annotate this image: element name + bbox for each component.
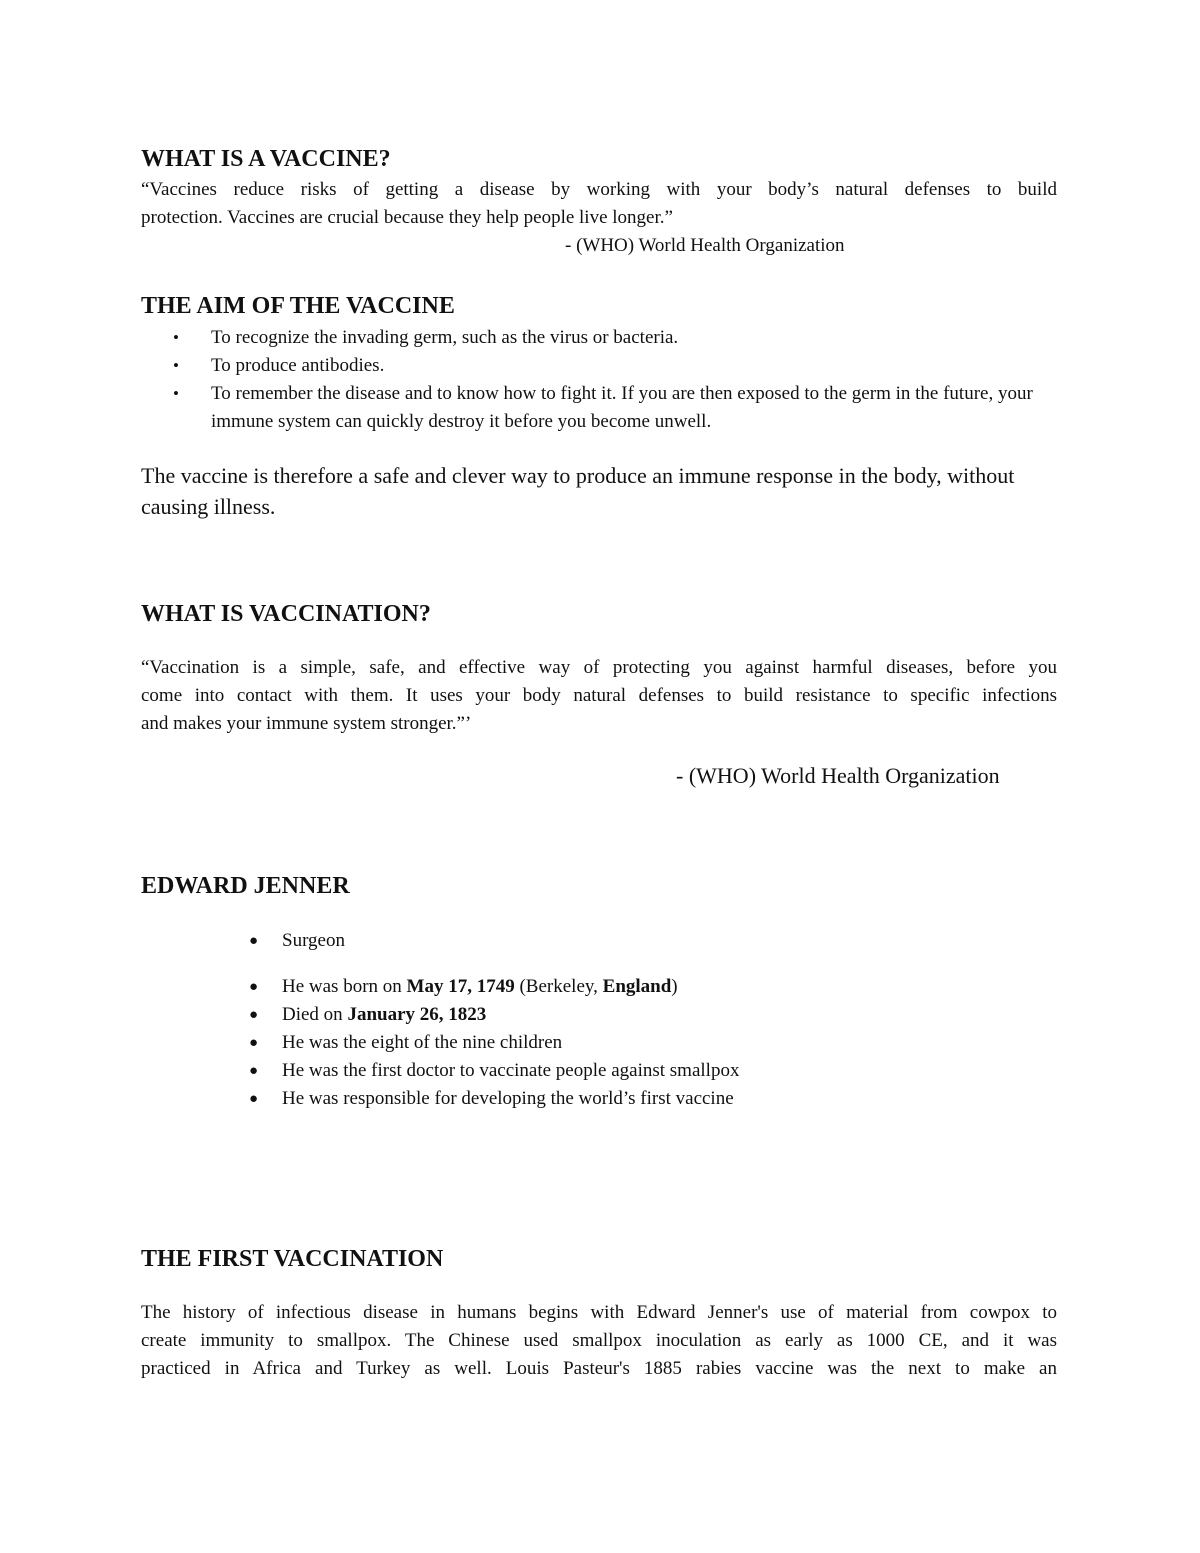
list-item: ● He was responsible for developing the world’s first vaccine	[141, 1085, 1057, 1113]
aim-list	[141, 324, 1057, 436]
bullet-icon: ●	[249, 1035, 259, 1051]
vaccine-conclusion: The vaccine is therefore a safe and clever way to produce an immune response in the body, without causing illness.	[141, 463, 1015, 519]
vaccine-quote-line-2: protection. Vaccines are crucial because they help people live longer.”	[141, 207, 673, 228]
jenner-list	[141, 927, 1057, 955]
vaccine-quote-line-1: “Vaccines reduce risks of getting a disease by working with your body’s natural defenses to build	[141, 179, 1057, 200]
first-vaccination-line-1: The history of infectious disease in humans begins with Edward Jenner's use of material from cowpox to	[141, 1302, 1057, 1323]
first-vaccination-line-2: create immunity to smallpox. The Chinese used smallpox inoculation as early as 1000 CE, and it was	[141, 1330, 1057, 1351]
heading-what-is-a-vaccine: WHAT IS A VACCINE?	[141, 146, 391, 172]
bullet-icon: ●	[249, 1063, 259, 1079]
list-item: • To produce antibodies.	[141, 352, 1057, 380]
list-item: ● He was the first doctor to vaccinate people against smallpox	[141, 1057, 1057, 1085]
vaccination-quote-line-3: and makes your immune system stronger.”’	[141, 713, 472, 734]
bullet-icon: •	[173, 356, 179, 375]
jenner-facts-list	[141, 973, 1057, 1113]
heading-aim-of-the-vaccine: THE AIM OF THE VACCINE	[141, 293, 455, 319]
vaccination-quote-line-1: “Vaccination is a simple, safe, and effective way of protecting you against harmful diseases, before you	[141, 657, 1057, 678]
birth-date: May 17, 1749	[406, 976, 515, 997]
heading-what-is-vaccination: WHAT IS VACCINATION?	[141, 601, 431, 627]
bullet-icon: ●	[249, 979, 259, 995]
bullet-icon: ●	[249, 933, 259, 949]
birth-country: England	[602, 976, 672, 997]
list-item: ● He was the eight of the nine children	[141, 1029, 1057, 1057]
first-vaccination-line-3: practiced in Africa and Turkey as well. Louis Pasteur's 1885 rabies vaccine was the next to make an	[141, 1358, 1057, 1379]
heading-the-first-vaccination: THE FIRST VACCINATION	[141, 1246, 444, 1272]
bullet-icon: ●	[249, 1091, 259, 1107]
list-item: • To remember the disease and to know how to fight it. If you are then exposed to the germ in the future, your immune system can quickly destroy it before you become unwell.	[141, 380, 1037, 436]
list-item: ● Died on January 26, 1823	[141, 1001, 1057, 1029]
list-item: ● He was born on May 17, 1749 (Berkeley, England)	[141, 973, 1057, 1001]
vaccination-quote-attribution: - (WHO) World Health Organization	[676, 763, 1000, 788]
death-date: January 26, 1823	[347, 1004, 487, 1025]
vaccination-quote-line-2: come into contact with them. It uses your body natural defenses to build resistance to specific infections	[141, 685, 1057, 706]
list-item: • To recognize the invading germ, such as the virus or bacteria.	[141, 324, 1057, 352]
bullet-icon: •	[173, 384, 179, 403]
heading-edward-jenner: EDWARD JENNER	[141, 873, 350, 899]
bullet-icon: ●	[249, 1007, 259, 1023]
list-item: ● Surgeon	[141, 927, 1057, 955]
bullet-icon: •	[173, 328, 179, 347]
vaccine-quote-attribution: - (WHO) World Health Organization	[565, 235, 845, 256]
